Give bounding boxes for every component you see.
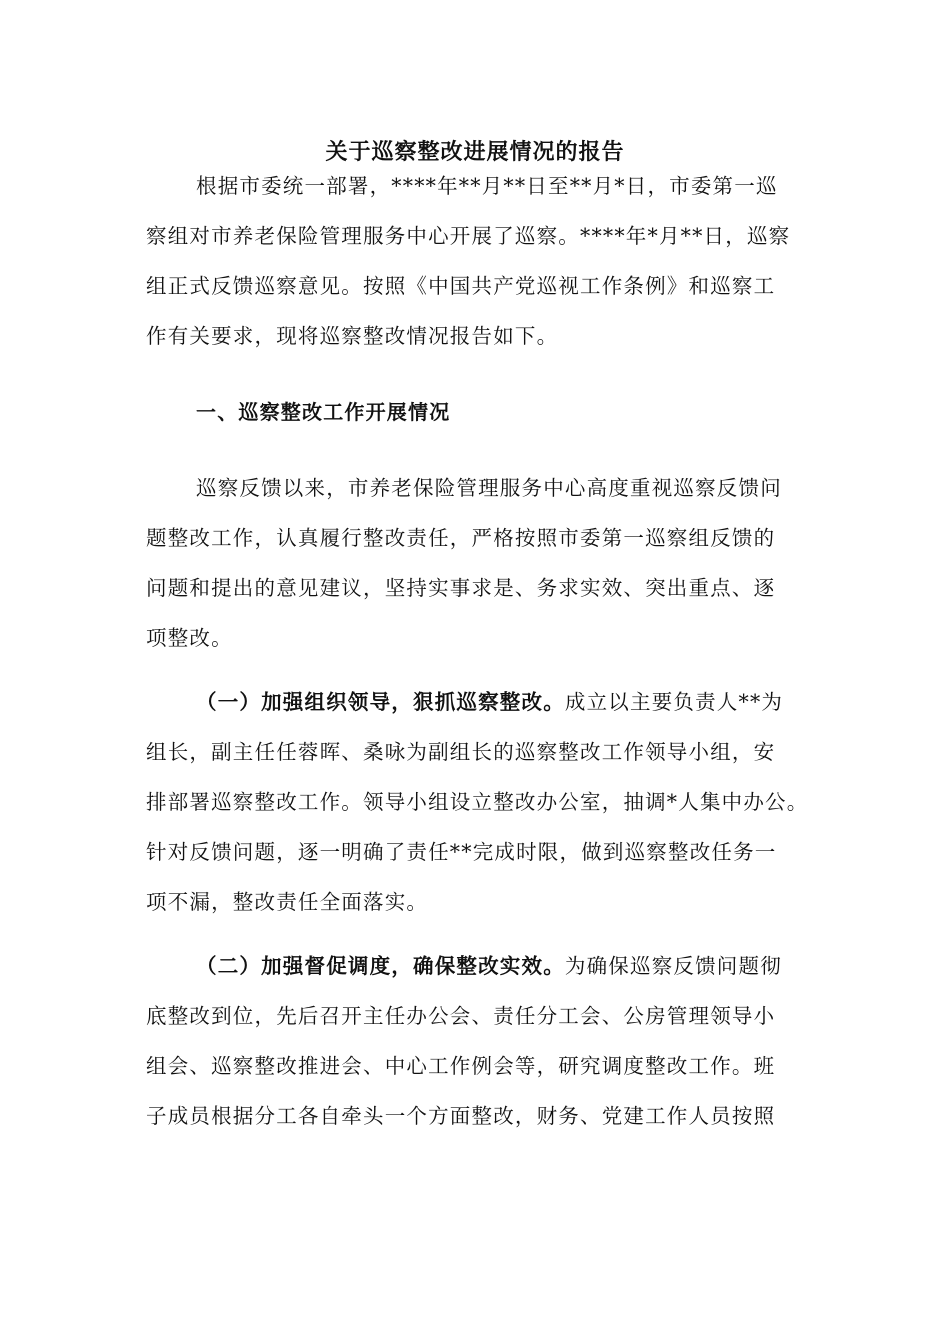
section-1-para-line-1: 巡察反馈以来，市养老保险管理服务中心高度重视巡察反馈问 xyxy=(196,476,782,500)
subsection-1-first-line-text: 成立以主要负责人**为 xyxy=(564,690,784,714)
section-1-para-line-2: 题整改工作，认真履行整改责任，严格按照市委第一巡察组反馈的 xyxy=(146,526,776,550)
subsection-2-line-3: 组会、巡察整改推进会、中心工作例会等，研究调度整改工作。班 xyxy=(146,1054,776,1078)
document-title: 关于巡察整改进展情况的报告 xyxy=(325,140,625,165)
subsection-1-line-2: 组长，副主任任蓉晖、桑咏为副组长的巡察整改工作领导小组，安 xyxy=(146,740,776,764)
subsection-2-first-line xyxy=(196,952,782,980)
subsection-1-line-4: 针对反馈问题，逐一明确了责任**完成时限，做到巡察整改任务一 xyxy=(146,840,777,864)
subsection-1-line-3: 排部署巡察整改工作。领导小组设立整改办公室，抽调*人集中办公。 xyxy=(146,790,809,814)
intro-line-2: 察组对市养老保险管理服务中心开展了巡察。****年*月**日，巡察 xyxy=(146,224,791,248)
section-1-heading: 一、巡察整改工作开展情况 xyxy=(196,400,451,424)
section-1-para-line-4: 项整改。 xyxy=(146,626,233,650)
intro-line-1: 根据市委统一部署，****年**月**日至**月*日，市委第一巡 xyxy=(196,174,778,198)
subsection-2-line-2: 底整改到位，先后召开主任办公会、责任分工会、公房管理领导小 xyxy=(146,1004,776,1028)
intro-line-4: 作有关要求，现将巡察整改情况报告如下。 xyxy=(146,324,559,348)
subsection-1-first-line xyxy=(196,688,783,716)
subsection-1-heading: （一）加强组织领导，狠抓巡察整改。 xyxy=(196,690,565,714)
subsection-1-line-5: 项不漏，整改责任全面落实。 xyxy=(146,890,429,914)
subsection-2-heading: （二）加强督促调度，确保整改实效。 xyxy=(196,954,565,978)
section-1-para-line-3: 问题和提出的意见建议，坚持实事求是、务求实效、突出重点、逐 xyxy=(146,576,776,600)
subsection-2-first-line-text: 为确保巡察反馈问题彻 xyxy=(564,954,782,978)
subsection-2-line-4: 子成员根据分工各自牵头一个方面整改，财务、党建工作人员按照 xyxy=(146,1104,776,1128)
intro-line-3: 组正式反馈巡察意见。按照《中国共产党巡视工作条例》和巡察工 xyxy=(146,274,776,298)
